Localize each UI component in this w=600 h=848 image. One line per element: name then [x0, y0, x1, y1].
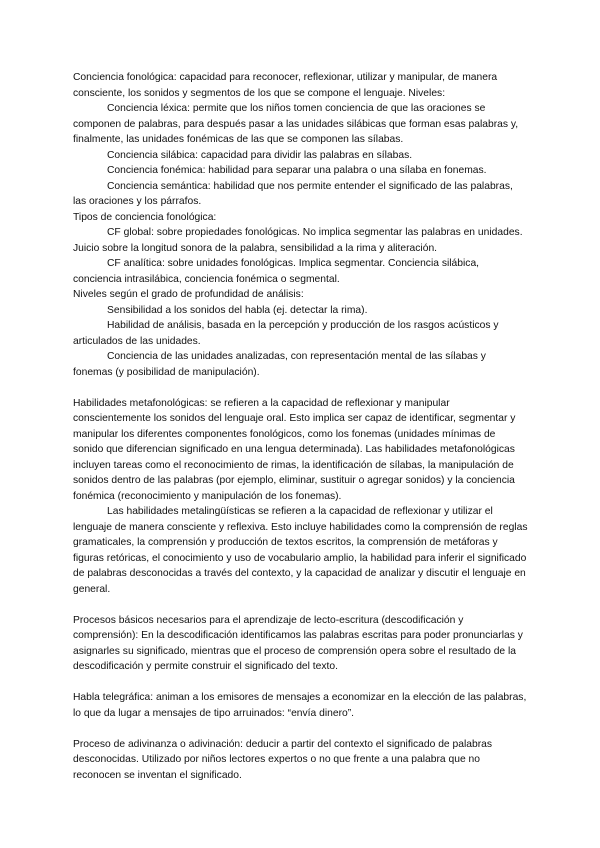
- conciencia-silabica-paragraph: Conciencia silábica: capacidad para dividir las palabras en sílabas.: [107, 149, 413, 161]
- adivinanza-paragraph: Proceso de adivinanza o adivinación: deducir a partir del contexto el significado de palabras desconocidas. Utilizado por niños lectores expertos o no que frente a una palabra que no reconocen se inventan el significado.: [73, 738, 492, 781]
- cf-global-paragraph: CF global: sobre propiedades fonológicas. No implica segmentar las palabras en unidades. Juicio sobre la longitud sonora de la palabra, sensibilidad a la rima y aliteración.: [73, 227, 523, 254]
- spacer: [73, 597, 528, 613]
- nivel-2-paragraph: Habilidad de análisis, basada en la percepción y producción de los rasgos acústicos y articulados de las unidades.: [73, 320, 499, 347]
- conciencia-lexica-paragraph: Conciencia léxica: permite que los niños tomen conciencia de que las oraciones se componen de palabras, para después pasar a las unidades silábicas que forman esas palabras y, finalmente, las unidades fonémicas de las que se componen las sílabas.: [73, 103, 519, 145]
- nivel-1-paragraph: Sensibilidad a los sonidos del habla (ej. detectar la rima).: [107, 304, 368, 316]
- spacer: [73, 380, 528, 396]
- metalinguisticas-paragraph: Las habilidades metalingüísticas se refieren a la capacidad de reflexionar y utilizar el lenguaje de manera consciente y reflexiva. Esto incluye habilidades como la comprensión de reglas gramaticales, la comprensión y producción de textos escritos, la comprensión de metáforas y figuras retóricas, el conocimiento y uso de vocabulario amplio, la habilidad para inferir el significado de palabras desconocidas a través del contexto, y la capacidad de analizar y discutir el lenguaje en general.: [73, 506, 528, 595]
- metafonologicas-paragraph: Habilidades metafonológicas: se refieren a la capacidad de reflexionar y manipular conscientemente los sonidos del lenguaje oral. Esto implica ser capaz de identificar, segmentar y manipular los diferentes componentes fonológicos, como los fonemas (unidades mínimas de sonido que diferencian significado en una lengua determinada). Las habilidades metafonológicas incluyen tareas como el reconocimiento de rimas, la identificación de sílabas, la manipulación de sonidos dentro de las palabras (por ejemplo, eliminar, sustituir o agregar sonidos) y la conciencia fonémica (reconocimiento y manipulación de los fonemas).: [73, 397, 516, 502]
- intro-paragraph: Conciencia fonológica: capacidad para reconocer, reflexionar, utilizar y manipular, de manera consciente, los sonidos y segmentos de los que se compone el lenguaje. Niveles:: [73, 72, 498, 99]
- spacer: [73, 675, 528, 691]
- nivel-3-paragraph: Conciencia de las unidades analizadas, con representación mental de las sílabas y fonemas (y posibilidad de manipulación).: [73, 351, 486, 378]
- conciencia-fonemica-paragraph: Conciencia fonémica: habilidad para separar una palabra o una sílaba en fonemas.: [107, 165, 487, 176]
- tipos-heading: Tipos de conciencia fonológica:: [73, 211, 217, 223]
- habla-telegrafica-paragraph: Habla telegráfica: animan a los emisores de mensajes a economizar en la elección de las palabras, lo que da lugar a mensajes de tipo arruinados: “envía dinero”.: [73, 692, 527, 719]
- document-page: [73, 70, 528, 783]
- conciencia-semantica-paragraph: Conciencia semántica: habilidad que nos permite entender el significado de las palabras, las oraciones y los párrafos.: [73, 180, 513, 207]
- cf-analitica-paragraph: CF analítica: sobre unidades fonológicas. Implica segmentar. Conciencia silábica, conciencia intrasilábica, conciencia fonémica o segmental.: [73, 258, 480, 285]
- procesos-basicos-paragraph: Procesos básicos necesarios para el aprendizaje de lecto-escritura (descodificación y comprensión): En la descodificación identificamos las palabras escritas para poder pronunciarlas y asignarles su significado, mientras que el proceso de comprensión opera sobre el resultado de la descodificación y permite construir el significado del texto.: [73, 614, 523, 672]
- niveles-heading: Niveles según el grado de profundidad de análisis:: [73, 289, 304, 300]
- spacer: [73, 721, 528, 737]
